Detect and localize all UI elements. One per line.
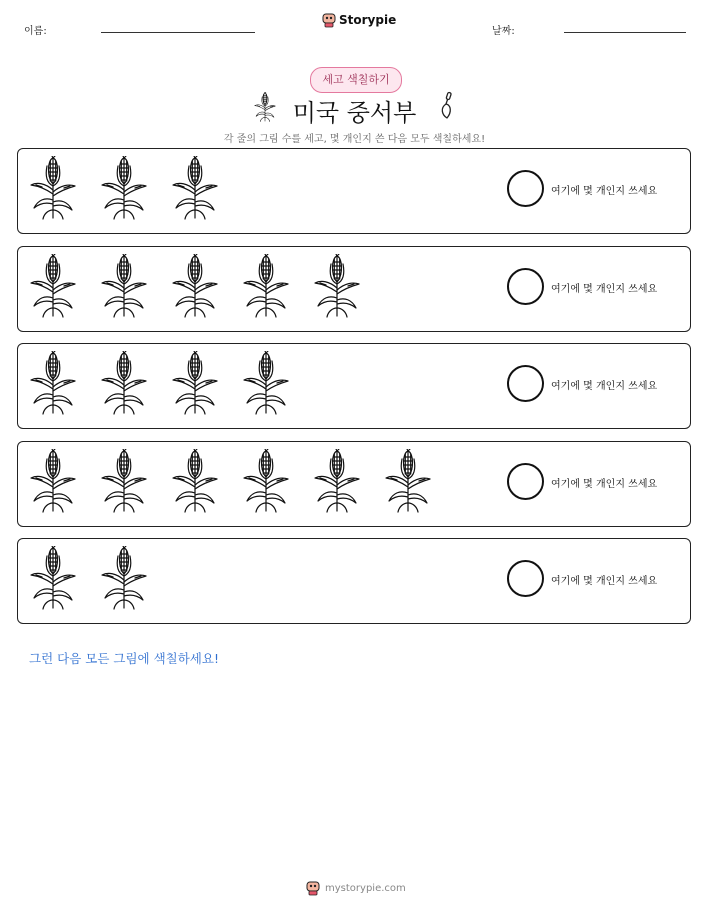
corn-plant-icon[interactable] [170,254,220,318]
instructions: 각 줄의 그림 수를 세고, 몇 개인지 쓴 다음 모두 색칠하세요! [223,134,486,145]
site-footer [306,880,406,896]
corn-plant-icon[interactable] [241,351,291,415]
corn-plant-icon[interactable] [170,449,220,513]
count-answer-circle[interactable] [507,365,544,402]
corn-plant-icon[interactable] [28,156,78,220]
storypie-mascot-icon [322,12,336,28]
count-prompt: 여기에 몇 개인지 쓰세요 [551,284,658,295]
corn-plant-icon[interactable] [99,351,149,415]
corn-plant-icon[interactable] [312,449,362,513]
count-prompt: 여기에 몇 개인지 쓰세요 [551,381,658,392]
footer-instruction: 그런 다음 모든 그림에 색칠하세요! [29,651,219,666]
page-title: 미국 중서부 [292,99,417,127]
corn-plant-icon[interactable] [312,254,362,318]
count-answer-circle[interactable] [507,268,544,305]
activity-badge: 세고 색칠하기 [310,67,402,93]
brand [322,12,396,28]
corn-plant-icon[interactable] [99,156,149,220]
corn-plant-icon[interactable] [241,449,291,513]
count-prompt: 여기에 몇 개인지 쓰세요 [551,479,658,490]
count-answer-circle[interactable] [507,170,544,207]
corn-plant-icon[interactable] [28,546,78,610]
trowel-icon [436,91,456,121]
counting-row [17,148,691,234]
name-label: 이름: [24,26,47,37]
brand-name: Storypie [339,13,397,27]
count-prompt: 여기에 몇 개인지 쓰세요 [551,186,658,197]
name-field-line[interactable] [101,32,255,33]
counting-row [17,246,691,332]
count-prompt: 여기에 몇 개인지 쓰세요 [551,576,658,587]
corn-plant-icon[interactable] [99,546,149,610]
corn-plant-icon[interactable] [28,254,78,318]
count-answer-circle[interactable] [507,560,544,597]
corn-plant-icon[interactable] [170,351,220,415]
corn-plant-icon[interactable] [28,351,78,415]
counting-row [17,538,691,624]
corn-plant-icon[interactable] [99,254,149,318]
counting-row [17,343,691,429]
counting-row [17,441,691,527]
corn-plant-icon[interactable] [241,254,291,318]
date-label: 날짜: [492,26,515,37]
corn-plant-icon[interactable] [383,449,433,513]
corn-plant-icon[interactable] [99,449,149,513]
corn-plant-icon[interactable] [28,449,78,513]
date-field-line[interactable] [564,32,686,33]
storypie-mascot-icon [306,880,320,896]
site-url[interactable]: mystorypie.com [325,882,406,894]
count-answer-circle[interactable] [507,463,544,500]
corn-plant-icon[interactable] [170,156,220,220]
